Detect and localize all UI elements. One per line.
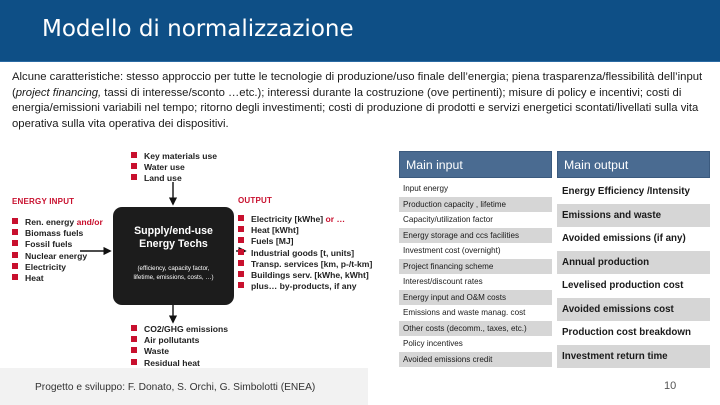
main-output-table [557, 151, 710, 368]
bullet-square-icon [12, 218, 18, 224]
energy-inputs-list [12, 217, 103, 284]
list-item: Transp. services [km, p-/t-km] [238, 259, 372, 270]
main-output-header: Main output [557, 151, 710, 178]
list-item: Air pollutants [131, 335, 228, 346]
intro-text-part2: tassi di interesse/sconto …etc.); interessi durante la costruzione (ove pertinenti); misure di policy e incentivi; costi di energia/emissioni variabili nel tempo; ritorno degli investimenti; costi di produzione di prodotti e servizi energetici scontati/livellati sulla vita operativa sulla vita operativa dei dispositivi. [12, 86, 699, 130]
table-row: Annual production [557, 251, 710, 275]
bullet-square-icon [12, 263, 18, 269]
list-item: Water use [131, 162, 217, 173]
bullet-square-icon [12, 274, 18, 280]
table-row: Avoided emissions credit [399, 352, 552, 368]
bullet-square-icon [131, 359, 137, 365]
table-row: Interest/discount rates [403, 277, 483, 286]
list-item: Electricity [12, 262, 103, 273]
energy-input-label: ENERGY INPUT [12, 197, 75, 206]
table-row: Energy input and O&M costs [399, 290, 552, 306]
table-row: Capacity/utilization factor [403, 215, 493, 224]
list-item: Biomass fuels [12, 228, 103, 239]
bullet-square-icon [131, 174, 137, 180]
main-input-header: Main input [399, 151, 552, 178]
box-title: Supply/end-use Energy Techs [134, 225, 213, 250]
list-item: Waste [131, 346, 228, 357]
bullet-square-icon [238, 260, 244, 266]
list-item: Nuclear energy [12, 251, 103, 262]
intro-paragraph [12, 70, 712, 132]
list-item: CO2/GHG emissions [131, 324, 228, 335]
list-item: Buildings serv. [kWhe, kWht] [238, 270, 372, 281]
table-row: Other costs (decomm., taxes, etc.) [399, 321, 552, 337]
table-row: Investment return time [557, 345, 710, 369]
table-row: Emissions and waste [557, 204, 710, 228]
supply-end-use-tech-box [113, 207, 234, 305]
bullet-square-icon [12, 229, 18, 235]
bullet-square-icon [131, 163, 137, 169]
list-item: Fuels [MJ] [238, 236, 372, 247]
list-item: Key materials use [131, 151, 217, 162]
bullet-square-icon [238, 271, 244, 277]
box-subtitle: (efficiency, capacity factor, lifetime, emissions, costs, …) [133, 265, 214, 281]
table-row: Avoided emissions (if any) [562, 233, 686, 244]
bullet-square-icon [238, 282, 244, 288]
main-input-table [399, 151, 552, 367]
top-inputs-list [131, 151, 217, 185]
bullet-square-icon [12, 240, 18, 246]
table-row: Energy Efficiency /Intensity [562, 186, 690, 197]
list-item: Electricity [kWhe] or … [238, 214, 372, 225]
table-row: Input energy [403, 184, 448, 193]
table-row: Avoided emissions cost [557, 298, 710, 322]
list-item: Industrial goods [t, units] [238, 248, 372, 259]
list-item: Ren. energy and/or [12, 217, 103, 228]
footer-credits: Progetto e sviluppo: F. Donato, S. Orchi, G. Simbolotti (ENEA) [35, 382, 316, 393]
list-item: Heat [12, 273, 103, 284]
list-item: Heat [kWht] [238, 225, 372, 236]
bullet-square-icon [131, 336, 137, 342]
bullet-square-icon [238, 226, 244, 232]
bullet-square-icon [12, 252, 18, 258]
list-item: Fossil fuels [12, 239, 103, 250]
table-row: Policy incentives [403, 339, 463, 348]
bullet-square-icon [238, 215, 244, 221]
list-item: Residual heat [131, 358, 228, 369]
bullet-square-icon [238, 237, 244, 243]
table-row: Project financing scheme [399, 259, 552, 275]
table-row: Energy storage and ccs facilities [399, 228, 552, 244]
bullet-square-icon [131, 325, 137, 331]
bullet-square-icon [131, 152, 137, 158]
title-bar [0, 0, 720, 62]
bullet-square-icon [238, 249, 244, 255]
list-item: Land use [131, 173, 217, 184]
table-row: Production cost breakdown [562, 327, 692, 338]
bullet-square-icon [131, 347, 137, 353]
intro-text-italic: project financing, [15, 86, 102, 99]
table-row: Production capacity , lifetime [399, 197, 552, 213]
table-row: Levelised production cost [562, 280, 684, 291]
page-title: Modello di normalizzazione [42, 16, 354, 42]
page-number: 10 [664, 380, 677, 392]
list-item: plus… by-products, if any [238, 281, 372, 292]
intro-text-part1: Alcune caratteristiche: stesso approccio per tutte le tecnologie di produzione/uso finale dell’energia; piena trasparenza/flessibilità dell’input ( [12, 71, 703, 99]
bottom-outputs-list [131, 324, 228, 369]
output-label: OUTPUT [238, 196, 273, 205]
table-row: Investment cost (overnight) [403, 246, 501, 255]
table-row: Emissions and waste manag. cost [403, 308, 526, 317]
outputs-list [238, 214, 372, 292]
